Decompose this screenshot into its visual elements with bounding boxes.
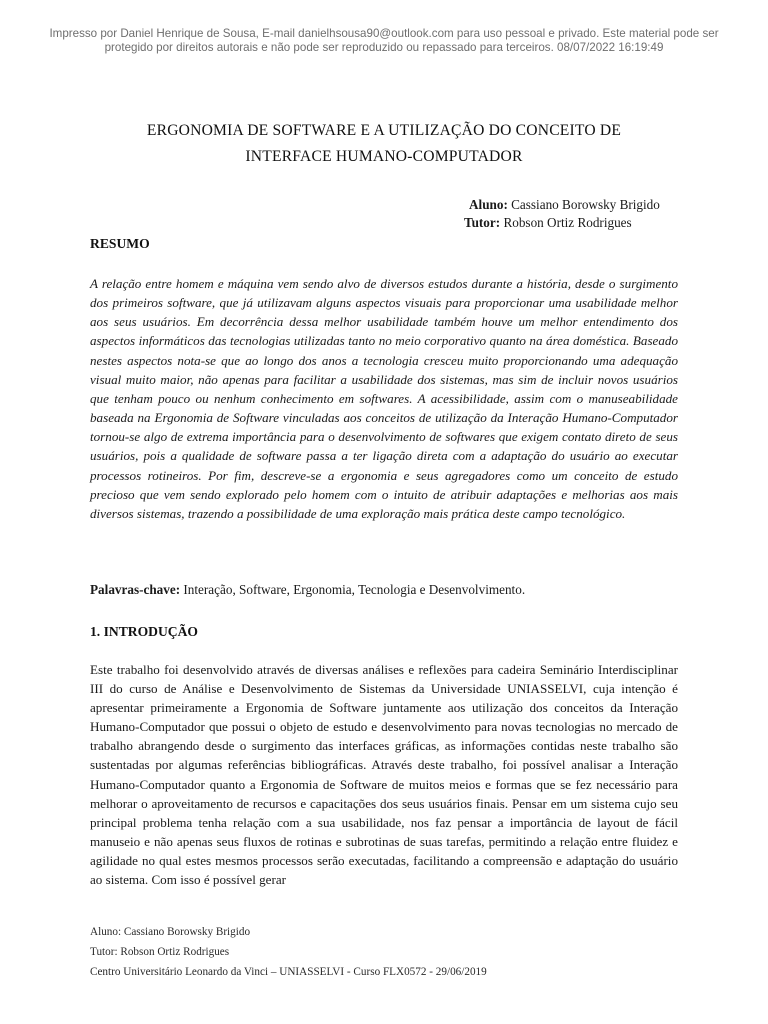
introduction-heading: 1. INTRODUÇÃO bbox=[90, 624, 198, 639]
abstract-heading: RESUMO bbox=[90, 236, 150, 251]
footer-student: Aluno: Cassiano Borowsky Brigido bbox=[90, 926, 251, 938]
footer-institution: Centro Universitário Leonardo da Vinci – UNIASSELVI - Curso FLX0572 - 29/06/2019 bbox=[90, 966, 487, 978]
tutor-label: Tutor: bbox=[464, 215, 501, 230]
student-row bbox=[440, 196, 678, 214]
keywords-text: Interação, Software, Ergonomia, Tecnologia e Desenvolvimento. bbox=[183, 582, 526, 597]
watermark-line-2: protegido por direitos autorais e não pode ser reproduzido ou repassado para terceiros. 08/07/2022 16:19:49 bbox=[104, 41, 664, 54]
tutor-name: Robson Ortiz Rodrigues bbox=[503, 215, 632, 230]
page-footer bbox=[90, 922, 690, 982]
document-title bbox=[60, 118, 708, 170]
introduction-text: Este trabalho foi desenvolvido através de diversas análises e reflexões para cadeira Seminário Interdisciplinar III do curso de Análise e Desenvolvimento de Sistemas da Universidade UNIASSELVI, cuja intenção é apresentar primeiramente a Ergonomia de Software juntamente aos utilização dos conceitos da Interação Humano-Computador que possui o objeto de estudo e desenvolvimento para novas tecnologias no mercado de trabalho abrangendo desde o surgimento das interfaces gráficas, as informações contidas neste trabalho são sustentadas por algumas referências bibliográficas. Através deste trabalho, foi possível analisar a Interação Humano-Computador quanto a Ergonomia de Software de muitos meios e formas que se fez necessário para melhorar o aproveitamento de recursos e capacitações dos seus usuários finais. Pensar em um sistema cujo seu principal problema tenha relação com a sua usabilidade, nos faz pensar a importância de layout de fácil manuseio e não apenas seus fluxos de rotinas e subrotinas de suas tarefas, permitindo a relação entre fluidez e agilidade no qual estes mesmos processos serão executadas, facilitando a compreensão e adaptação do usuário ao sistema. Com isso é possível gerar bbox=[90, 662, 678, 888]
abstract-text: A relação entre homem e máquina vem sendo alvo de diversos estudos durante a história, desde o surgimento dos primeiros software, que já utilizavam alguns aspectos visuais para proporcionar uma usabilidade melhor aos seus usuários. Em decorrência dessa melhor usabilidade também houve um melhor entendimento dos aspectos informáticos das tecnologias utilizadas tanto no meio corporativo quanto na área doméstica. Baseado nestes aspectos nota-se que ao longo dos anos a tecnologia cresceu muito proporcionando uma adequação visual muito maior, não apenas para facilitar a usabilidade dos sistemas, mas sim de incluir novos usuários que tenham pouco ou nenhum conhecimento em softwares. A acessibilidade, assim com o manuseabilidade baseada na Ergonomia de Software vinculadas aos conceitos de utilização da Interação Humano-Computador tornou-se algo de extrema importância para o desenvolvimento de softwares que exigem contato direto de seus usuários, pois a qualidade de software passa a ter ligação direta com a adaptação do usuário ao executar processos rotineiros. Por fim, descreve-se a ergonomia e seus agregadores como um conceito de estudo precioso que vem sendo explorado pelo homem com o intuito de atribuir adaptações e melhorias aos mais diversos sistemas, trazendo a possibilidade de uma exploração mais prática deste campo tecnológico. bbox=[90, 276, 678, 521]
watermark-line-1: Impresso por Daniel Henrique de Sousa, E-mail danielhsousa90@outlook.com para uso pessoal e privado. Este material pode ser bbox=[49, 27, 719, 40]
title-line-2: INTERFACE HUMANO-COMPUTADOR bbox=[245, 148, 523, 165]
keywords-line bbox=[90, 582, 690, 598]
student-name: Cassiano Borowsky Brigido bbox=[511, 197, 660, 212]
student-label: Aluno: bbox=[469, 197, 508, 212]
author-block bbox=[440, 196, 678, 232]
keywords-label: Palavras-chave: bbox=[90, 582, 181, 597]
print-watermark bbox=[0, 27, 768, 55]
footer-tutor: Tutor: Robson Ortiz Rodrigues bbox=[90, 946, 230, 958]
tutor-row bbox=[440, 214, 678, 232]
title-line-1: ERGONOMIA DE SOFTWARE E A UTILIZAÇÃO DO CONCEITO DE bbox=[146, 122, 622, 139]
